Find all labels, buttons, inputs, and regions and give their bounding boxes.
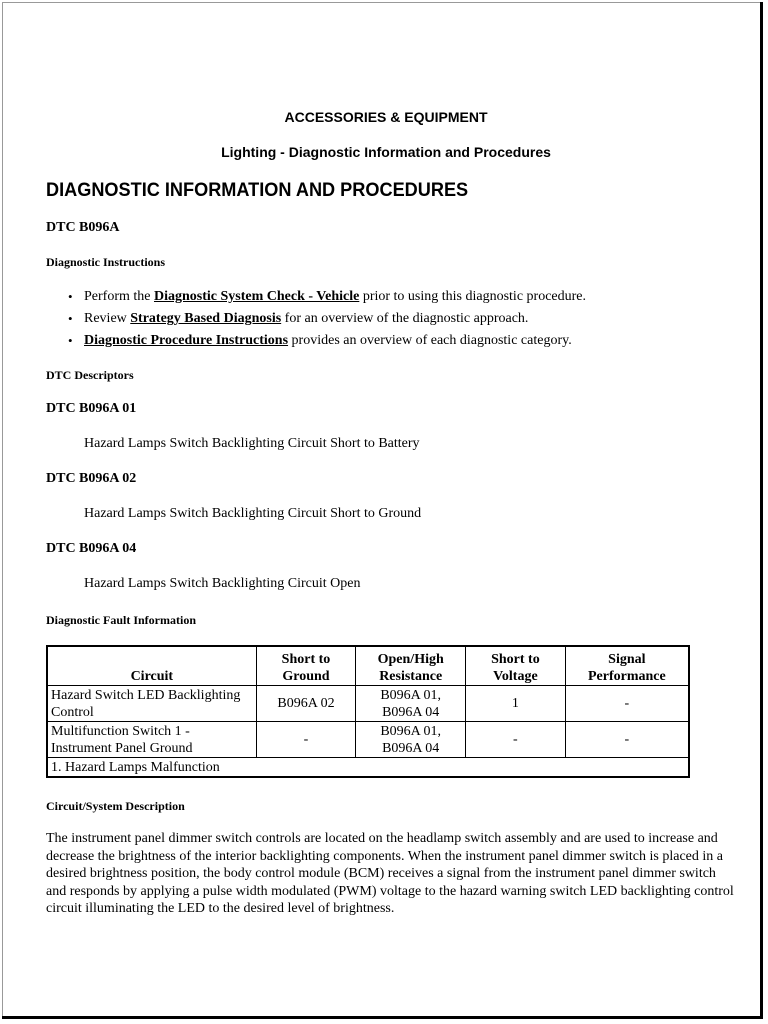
column-header-short-to-voltage: Short to Voltage bbox=[466, 646, 566, 686]
table-row bbox=[47, 686, 689, 722]
column-header-open-high-resistance: Open/High Resistance bbox=[356, 646, 466, 686]
instructions-list bbox=[66, 287, 586, 353]
table-cell: B096A 02 bbox=[256, 686, 356, 722]
instruction-text-pre: Review bbox=[84, 311, 131, 326]
dtc-description: Hazard Lamps Switch Backlighting Circuit Open bbox=[84, 576, 361, 591]
table-cell: B096A 01, B096A 04 bbox=[356, 686, 466, 722]
table-cell: Multifunction Switch 1 - Instrument Panel Ground bbox=[47, 722, 256, 758]
table-cell: 1 bbox=[466, 686, 566, 722]
diagnostic-system-check-link[interactable]: Diagnostic System Check - Vehicle bbox=[153, 289, 360, 304]
table-row bbox=[47, 722, 689, 758]
instruction-item bbox=[66, 331, 586, 353]
table-cell: - bbox=[466, 722, 566, 758]
dtc-code: DTC B096A 04 bbox=[46, 541, 137, 556]
descriptors-heading: DTC Descriptors bbox=[46, 368, 134, 382]
instruction-text-post: for an overview of the diagnostic approach. bbox=[281, 311, 529, 326]
table-footnote: 1. Hazard Lamps Malfunction bbox=[47, 758, 689, 778]
page-left-border bbox=[2, 2, 3, 1016]
table-cell: B096A 01, B096A 04 bbox=[356, 722, 466, 758]
page-title: DIAGNOSTIC INFORMATION AND PROCEDURES bbox=[46, 179, 469, 201]
instruction-item bbox=[66, 309, 586, 331]
table-cell: - bbox=[565, 722, 689, 758]
table-cell: Hazard Switch LED Backlighting Control bbox=[47, 686, 256, 722]
dtc-description: Hazard Lamps Switch Backlighting Circuit Short to Ground bbox=[84, 506, 422, 521]
instruction-item bbox=[66, 287, 586, 309]
subsection-heading: Lighting - Diagnostic Information and Procedures bbox=[221, 144, 551, 160]
instruction-text-pre: Perform the bbox=[84, 289, 154, 304]
dtc-code: DTC B096A 02 bbox=[46, 471, 137, 486]
dtc-description: Hazard Lamps Switch Backlighting Circuit Short to Battery bbox=[84, 436, 420, 451]
dtc-heading: DTC B096A bbox=[46, 220, 120, 235]
table-cell: - bbox=[565, 686, 689, 722]
circuit-description-text: The instrument panel dimmer switch controls are located on the headlamp switch assembly and are used to increase and decrease the brightness of the interior backlighting components. When the instrument panel dimmer switch is placed in a desired brightness position, the body control module (BCM) receives a signal from the instrument panel dimmer switch and responds by applying a pulse width modulated (PWM) voltage to the hazard warning switch LED backlighting control circuit illuminating the LED to the desired level of brightness. bbox=[46, 831, 734, 917]
fault-info-heading: Diagnostic Fault Information bbox=[46, 613, 196, 627]
instructions-heading: Diagnostic Instructions bbox=[46, 255, 166, 269]
page-top-border bbox=[2, 2, 760, 3]
circuit-description-heading: Circuit/System Description bbox=[46, 799, 185, 813]
instruction-text-post: provides an overview of each diagnostic category. bbox=[288, 333, 572, 348]
table-footnote-row bbox=[47, 758, 689, 778]
table-cell: - bbox=[256, 722, 356, 758]
fault-info-table bbox=[46, 645, 690, 778]
column-header-circuit: Circuit bbox=[47, 646, 256, 686]
diagnostic-procedure-instructions-link[interactable]: Diagnostic Procedure Instructions bbox=[84, 333, 289, 348]
column-header-short-to-ground: Short to Ground bbox=[256, 646, 356, 686]
instruction-text-post: prior to using this diagnostic procedure. bbox=[359, 289, 586, 304]
document-page bbox=[2, 2, 763, 1019]
dtc-code: DTC B096A 01 bbox=[46, 401, 137, 416]
table-header-row bbox=[47, 646, 689, 686]
section-heading: ACCESSORIES & EQUIPMENT bbox=[284, 109, 488, 125]
column-header-signal-performance: Signal Performance bbox=[565, 646, 689, 686]
strategy-based-diagnosis-link[interactable]: Strategy Based Diagnosis bbox=[130, 311, 282, 326]
